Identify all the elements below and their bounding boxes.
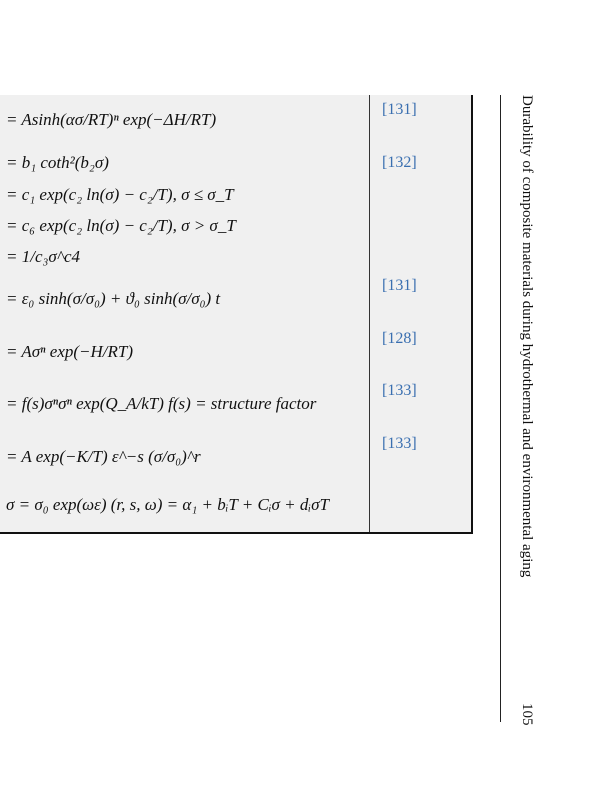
equation-cell: = b₁ coth²(b₂σ)	[6, 153, 109, 172]
equation-cell: σ = σ₀ exp(ωε) (r, s, ω) = α₁ + bᵢT + Cᵢσ + dᵢσT	[6, 495, 329, 514]
equation-cell: = c₆ exp(c₂ ln(σ) − c₂/T), σ > σ_T	[6, 216, 236, 235]
running-head-title: Durability of composite materials during hydrothermal and environmental aging	[519, 95, 535, 578]
equation-cell: = Asinh(ασ/RT)ⁿ exp(−ΔH/RT)	[6, 110, 217, 129]
reference-link[interactable]: [133]	[382, 382, 417, 399]
equation-table	[0, 95, 473, 534]
reference-link[interactable]: [128]	[382, 330, 417, 347]
page-number: 105	[519, 703, 535, 726]
equation-cell: = 1/c₃σ^c4	[6, 247, 81, 266]
reference-link[interactable]: [132]	[382, 154, 417, 171]
reference-link[interactable]: [133]	[382, 435, 417, 452]
equation-cell: = c₁ exp(c₂ ln(σ) − c₂/T), σ ≤ σ_T	[6, 185, 234, 204]
equation-cell: = Aσⁿ exp(−H/RT)	[6, 342, 134, 361]
equation-cell: = f(s)σⁿσⁿ exp(Q_A/kT) f(s) = structure factor	[6, 394, 317, 413]
column-divider	[369, 95, 370, 532]
equation-cell: = A exp(−K/T) ε^−s (σ/σ₀)^r	[6, 447, 201, 466]
equation-cell: = ε₀ sinh(σ/σ₀) + ϑ₀ sinh(σ/σ₀) t	[6, 289, 221, 308]
running-head-rule	[500, 95, 501, 722]
reference-link[interactable]: [131]	[382, 277, 417, 294]
reference-link[interactable]: [131]	[382, 101, 417, 118]
